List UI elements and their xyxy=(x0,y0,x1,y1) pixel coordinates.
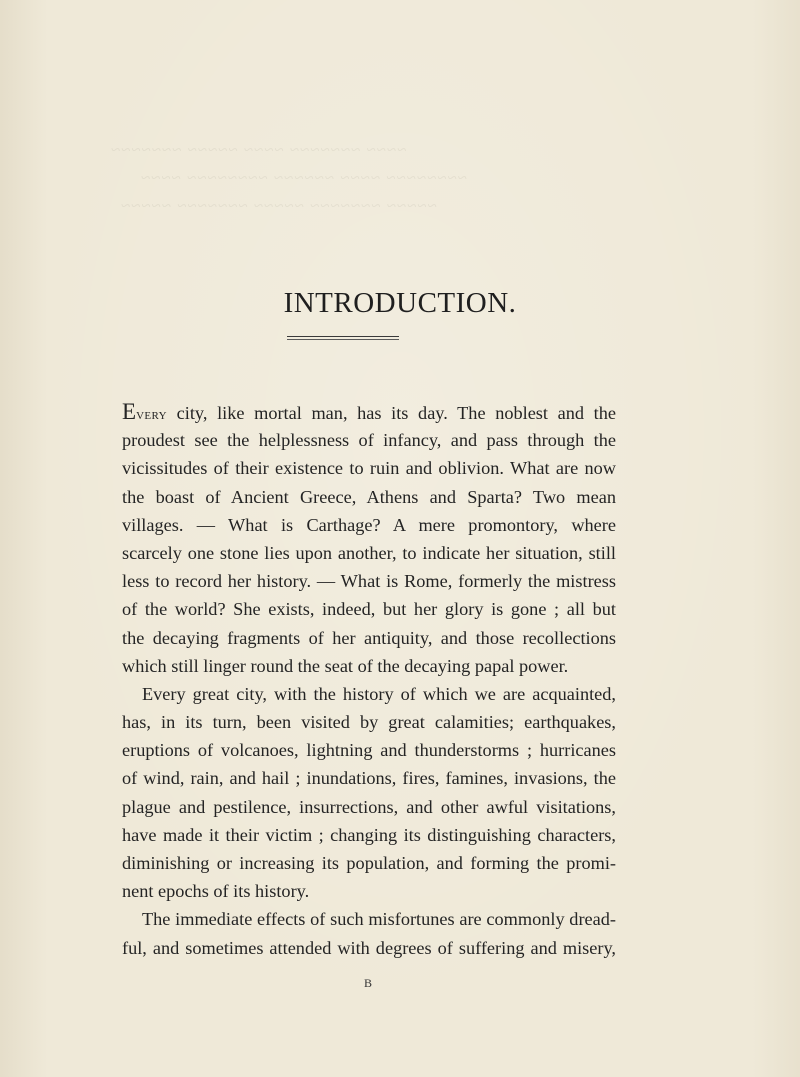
text-line: Every city, like mortal man, has its day. The noblest and the xyxy=(122,399,616,424)
text-line: proudest see the helplessness of infancy, and pass through the xyxy=(122,430,616,451)
text-line: of wind, rain, and hail ; inundations, fires, famines, invasions, the xyxy=(122,768,616,789)
text-line: the decaying fragments of her antiquity, and those recollections xyxy=(122,627,616,648)
text-line: vicissitudes of their existence to ruin and oblivion. What are now xyxy=(122,458,616,479)
text-line: scarcely one stone lies upon another, to indicate her situation, still xyxy=(122,542,616,563)
show-through-text: ~~~~~~~~ ~~~~ ~~~~~~ ~~~~~~~~ ~~~~ xyxy=(140,168,467,187)
text-line: which still linger round the seat of the decaying papal power. xyxy=(122,655,569,676)
show-through-text: ~~~~~ ~~~~~~~ ~~~~~ ~~~~~~~ ~~~~~ xyxy=(120,196,437,215)
drop-cap: E xyxy=(122,399,137,424)
text-line: Every great city, with the history of which we are acquainted, xyxy=(142,683,616,704)
text-line: less to record her history. — What is Rome, formerly the mistress xyxy=(122,571,616,592)
page-title: INTRODUCTION. xyxy=(283,287,517,320)
text-line: nent epochs of its history. xyxy=(122,881,310,902)
body-text xyxy=(122,398,616,962)
title-rule xyxy=(287,339,399,340)
text-line: eruptions of volcanoes, lightning and thunderstorms ; hurricanes xyxy=(122,740,616,761)
small-caps-word: very xyxy=(136,406,167,423)
text-line: The immediate effects of such misfortunes are commonly dread- xyxy=(142,909,616,930)
signature-mark: B xyxy=(364,976,373,990)
text-line: villages. — What is Carthage? A mere promontory, where xyxy=(122,514,616,535)
text-line: ful, and sometimes attended with degrees of suffering and misery, xyxy=(122,937,616,958)
text-line: diminishing or increasing its population, and forming the promi- xyxy=(122,853,616,873)
text-line: the boast of Ancient Greece, Athens and Sparta? Two mean xyxy=(122,486,616,507)
text-line: of the world? She exists, indeed, but her glory is gone ; all but xyxy=(122,599,616,620)
show-through-text: ~~~~ ~~~~~~~ ~~~~ ~~~~~ ~~~~~~~ xyxy=(110,140,407,159)
title-rule xyxy=(287,336,399,337)
text-line: has, in its turn, been visited by great calamities; earthquakes, xyxy=(122,712,616,733)
text-line: have made it their victim ; changing its distinguishing characters, xyxy=(122,824,616,845)
text-line: plague and pestilence, insurrections, and other awful visitations, xyxy=(122,796,616,817)
